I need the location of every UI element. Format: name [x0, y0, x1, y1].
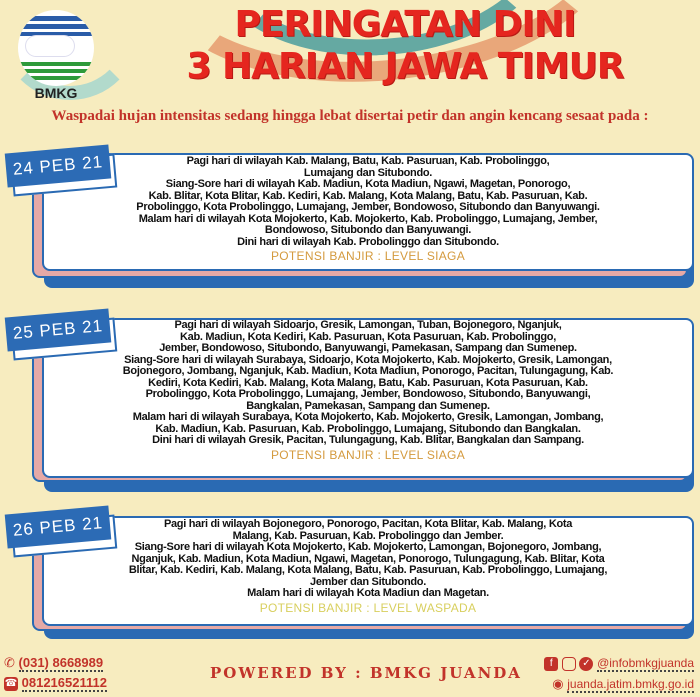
forecast-line: Kab. Blitar, Kota Blitar, Kab. Kediri, Kab. Malang, Kota Malang, Batu, Kab. Pasuruan, Kab.	[148, 189, 588, 202]
forecast-line: Bangkalan, Pamekasan, Sampang dan Sumenep.	[246, 399, 490, 412]
facebook-icon: f	[544, 657, 558, 671]
forecast-line: Malang, Kab. Pasuruan, Kab. Probolinggo dan Jember.	[232, 529, 504, 542]
forecast-line: Bondowoso, Situbondo dan Banyuwangi.	[264, 224, 472, 236]
page-title-line2: 3 HARIAN JAWA TIMUR	[186, 46, 624, 87]
instagram-icon	[562, 657, 576, 671]
social-handle: @infobmkgjuanda	[597, 656, 694, 670]
twitter-icon: ✓	[579, 657, 593, 671]
whatsapp-number: 081216521112	[21, 675, 107, 690]
website-link[interactable]: juanda.jatim.bmkg.go.id	[567, 677, 694, 691]
social-contact	[544, 655, 694, 671]
forecast-line: Jember dan Situbondo.	[310, 575, 426, 588]
subtitle: Waspadai hujan intensitas sedang hingga lebat disertai petir dan angin kencang sesaat pada :	[51, 108, 649, 124]
forecast-text	[50, 156, 686, 263]
forecast-line: Kab. Madiun, Kota Kediri, Kab. Pasuruan, Kota Pasuruan, Kab. Probolinggo,	[180, 330, 556, 343]
forecast-line: Jember, Bondowoso, Situbondo, Banyuwangi, Pamekasan, Sampang dan Sumenep.	[159, 342, 577, 354]
forecast-line: Blitar, Kab. Kediri, Kab. Malang, Kota Malang, Batu, Kab. Pasuruan, Kab. Probolinggo, Lumajang,	[128, 564, 608, 576]
forecast-line: Dini hari di wilayah Gresik, Pacitan, Tulungagung, Kab. Blitar, Bangkalan dan Sampang.	[152, 434, 584, 446]
logo-text: BMKG	[34, 85, 78, 101]
date-tab: 26 PEB 21	[5, 506, 112, 549]
forecast-text	[44, 320, 692, 461]
phone-icon: ✆	[4, 655, 15, 670]
forecast-line: Dini hari di wilayah Kab. Probolinggo dan Situbondo.	[237, 235, 499, 248]
forecast-line: Nganjuk, Kab. Madiun, Kota Madiun, Ngawi, Magetan, Ponorogo, Tulungagung, Kab. Blitar, Kota	[131, 552, 605, 565]
forecast-line: Probolinggo, Kota Probolinggo, Lumajang, Jember, Bondowoso, Situbondo dan Banyuwangi.	[136, 201, 600, 213]
phone-number: (031) 8668989	[18, 655, 104, 670]
forecast-line: Lumajang dan Situbondo.	[303, 166, 433, 179]
forecast-line: Kab. Madiun, Kab. Pasuruan, Kab. Probolinggo, Lumajang, Situbondo dan Bangkalan.	[155, 422, 581, 435]
forecast-line: Probolinggo, Kota Probolinggo, Lumajang, Jember, Bondowoso, Situbondo, Banyuwangi,	[145, 388, 591, 400]
forecast-line: Siang-Sore hari di wilayah Surabaya, Sidoarjo, Kota Mojokerto, Kab. Mojokerto, Gresik, Lamongan,	[124, 353, 612, 366]
website-contact	[552, 676, 694, 692]
globe-icon: ◉	[552, 676, 564, 691]
flood-potential-level: POTENSI BANJIR : LEVEL SIAGA	[270, 447, 465, 462]
date-tab: 25 PEB 21	[5, 309, 112, 352]
bmkg-logo	[14, 6, 96, 106]
forecast-line: Pagi hari di wilayah Bojonegoro, Ponorogo, Pacitan, Kota Blitar, Kab. Malang, Kota	[163, 518, 573, 530]
date-tab: 24 PEB 21	[5, 145, 112, 188]
forecast-line: Malam hari di wilayah Kota Madiun dan Magetan.	[247, 587, 489, 599]
forecast-line: Pagi hari di wilayah Kab. Malang, Batu, Kab. Pasuruan, Kab. Probolinggo,	[186, 155, 550, 167]
forecast-line: Pagi hari di wilayah Sidoarjo, Gresik, Lamongan, Tuban, Bojonegoro, Nganjuk,	[174, 319, 562, 331]
phone-contact	[4, 655, 103, 671]
whatsapp-icon: ☎	[4, 677, 18, 689]
forecast-line: Malam hari di wilayah Kota Mojokerto, Kab. Mojokerto, Kab. Probolinggo, Lumajang, Jember,	[138, 212, 598, 225]
whatsapp-contact	[4, 675, 107, 691]
flood-potential-level: POTENSI BANJIR : LEVEL SIAGA	[270, 249, 465, 263]
forecast-line: Siang-Sore hari di wilayah Kota Mojokerto, Kab. Mojokerto, Lamongan, Bojonegoro, Jombang,	[134, 541, 602, 553]
page-title-line1: PERINGATAN DINI	[234, 4, 576, 45]
forecast-line: Siang-Sore hari di wilayah Kab. Madiun, Kota Madiun, Ngawi, Magetan, Ponorogo,	[165, 178, 571, 190]
forecast-line: Bojonegoro, Jombang, Nganjuk, Kab. Madiun, Kota Madiun, Ponorogo, Pacitan, Tulungagung, Kab.	[122, 365, 614, 377]
forecast-text	[46, 519, 690, 614]
forecast-line: Kediri, Kota Kediri, Kab. Malang, Kota Malang, Batu, Kab. Pasuruan, Kota Pasuruan, Kab.	[148, 376, 588, 389]
powered-by: POWERED BY : BMKG JUANDA	[210, 664, 522, 682]
flood-potential-level: POTENSI BANJIR : LEVEL WASPADA	[259, 600, 477, 615]
forecast-line: Malam hari di wilayah Surabaya, Kota Mojokerto, Kab. Mojokerto, Gresik, Lamongan, Jombang,	[132, 411, 604, 423]
